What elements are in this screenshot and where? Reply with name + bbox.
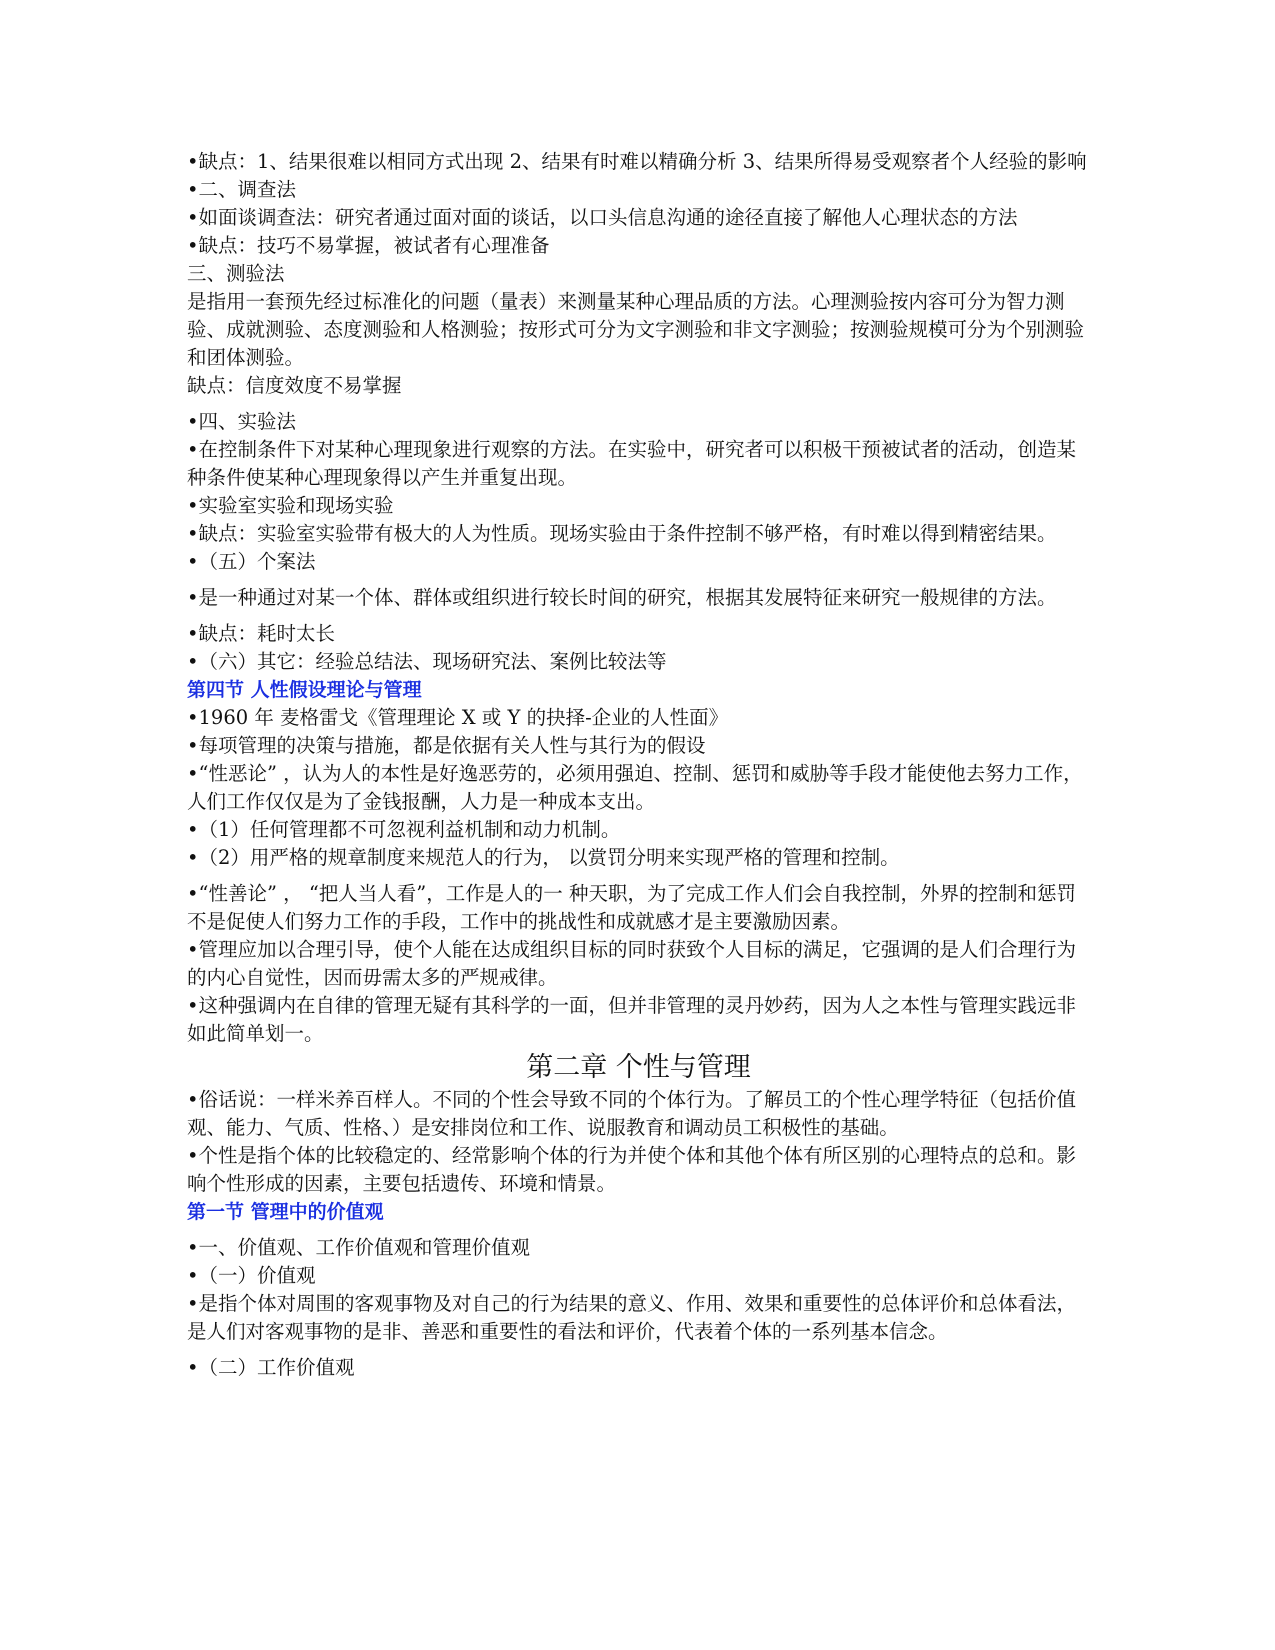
paragraph: •“性善论” ， “把人当人看”，工作是人的一 种天职，为了完成工作人们会自我控制，外界的控制和惩罚不是促使人们努力工作的手段，工作中的挑战性和成就感才是主要激励因素。 [187,882,1076,933]
paragraph: •是一种通过对某一个体、群体或组织进行较长时间的研究，根据其发展特征来研究一般规律的方法。 [187,586,1057,609]
paragraph: •在控制条件下对某种心理现象进行观察的方法。在实验中，研究者可以积极干预被试者的活动，创造某种条件使某种心理现象得以产生并重复出现。 [187,438,1077,489]
paragraph: 是指用一套预先经过标准化的问题（量表）来测量某种心理品质的方法。心理测验按内容可分为智力测验、成就测验、态度测验和人格测验；按形式可分为文字测验和非文字测验；按测验规模可分为个别测验和团体测验。 [187,290,1085,369]
spacer [187,576,1090,584]
paragraph: •（一）价值观 [187,1264,316,1287]
paragraph: •管理应加以合理引导，使个人能在达成组织目标的同时获致个人目标的满足，它强调的是人们合理行为的内心自觉性，因而毋需太多的严规戒律。 [187,938,1077,989]
paragraph: •缺点：技巧不易掌握，被试者有心理准备 [187,234,550,257]
paragraph: •1960 年 麦格雷戈《管理理论 X 或 Y 的抉择-企业的人性面》 [187,706,729,729]
page-content [187,148,1090,1382]
paragraph: •四、实验法 [187,410,297,433]
paragraph: •实验室实验和现场实验 [187,494,394,517]
paragraph: •二、调查法 [187,178,297,201]
spacer [187,872,1090,880]
paragraph: 缺点：信度效度不易掌握 [187,374,402,397]
spacer [187,400,1090,408]
paragraph: •缺点：耗时太长 [187,622,336,645]
paragraph: •每项管理的决策与措施，都是依据有关人性与其行为的假设 [187,734,706,757]
paragraph: •（1）任何管理都不可忽视利益机制和动力机制。 [187,818,621,841]
paragraph: •个性是指个体的比较稳定的、经常影响个体的行为并使个体和其他个体有所区别的心理特点的总和。影响个性形成的因素，主要包括遗传、环境和情景。 [187,1144,1077,1195]
paragraph: •（五）个案法 [187,550,316,573]
paragraph: •（二）工作价值观 [187,1356,355,1379]
paragraph: •缺点：1、结果很难以相同方式出现 2、结果有时难以精确分析 3、结果所得易受观察者个人经验的影响 [187,150,1087,173]
paragraph: 三、测验法 [187,262,285,285]
section-heading: 第一节 管理中的价值观 [187,1201,384,1223]
paragraph: •“性恶论” ，认为人的本性是好逸恶劳的，必须用强迫、控制、惩罚和威胁等手段才能使他去努力工作，人们工作仅仅是为了金钱报酬，人力是一种成本支出。 [187,762,1083,813]
paragraph: •这种强调内在自律的管理无疑有其科学的一面，但并非管理的灵丹妙药，因为人之本性与管理实践远非如此简单划一。 [187,994,1077,1045]
spacer [187,1226,1090,1234]
paragraph: •（2）用严格的规章制度来规范人的行为， 以赏罚分明来实现严格的管理和控制。 [187,846,900,869]
paragraph: •如面谈调查法：研究者通过面对面的谈话，以口头信息沟通的途径直接了解他人心理状态的方法 [187,206,1018,229]
spacer [187,612,1090,620]
paragraph: •俗话说：一样米养百样人。不同的个性会导致不同的个体行为。了解员工的个性心理学特征（包括价值观、能力、气质、性格、）是安排岗位和工作、说服教育和调动员工积极性的基础。 [187,1088,1077,1139]
paragraph: •一、价值观、工作价值观和管理价值观 [187,1236,531,1259]
chapter-title: 第二章 个性与管理 [526,1052,751,1083]
paragraph: •是指个体对周围的客观事物及对自己的行为结果的意义、作用、效果和重要性的总体评价和总体看法，是人们对客观事物的是非、善恶和重要性的看法和评价，代表着个体的一系列基本信念。 [187,1292,1077,1343]
spacer [187,1346,1090,1354]
section-heading: 第四节 人性假设理论与管理 [187,679,422,701]
paragraph: •（六）其它：经验总结法、现场研究法、案例比较法等 [187,650,667,673]
paragraph: •缺点：实验室实验带有极大的人为性质。现场实验由于条件控制不够严格，有时难以得到精密结果。 [187,522,1057,545]
